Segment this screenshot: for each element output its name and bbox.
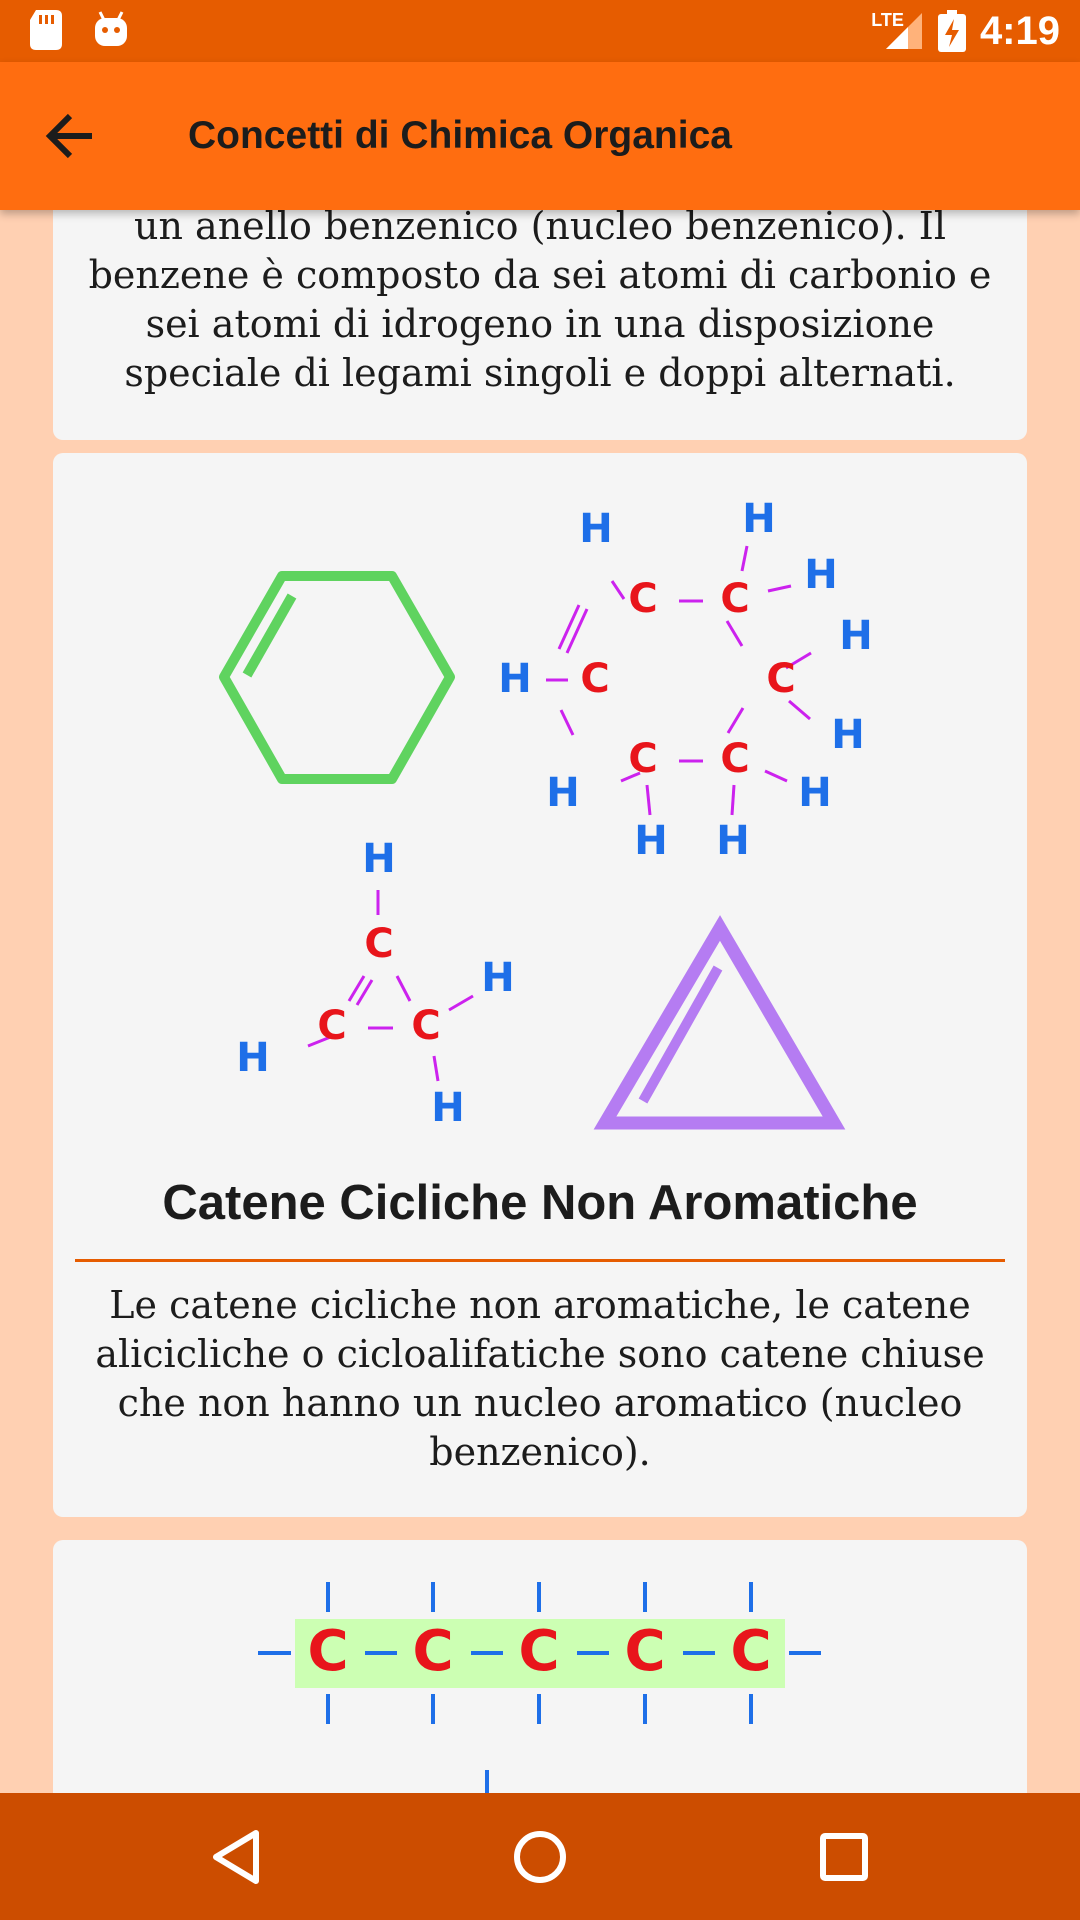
carbon-atom-label: C [730,1619,772,1685]
cyclopropene-bonds [308,890,473,1081]
home-circle-icon [495,1815,585,1899]
carbon-atom-label: C [411,1003,441,1049]
cyclohexene-hexagon-icon [224,576,450,779]
non-aromatic-card [53,453,1027,1517]
hydrogen-atom-label: H [579,506,613,552]
carbon-atom-label: C [307,1619,349,1685]
back-button[interactable] [40,106,108,166]
hydrogen-atom-label: H [742,496,776,542]
hydrogen-atom-label: H [431,1085,465,1131]
carbon-atom-label: C [766,656,796,702]
section-description: Le catene cicliche non aromatiche, le catene alicicliche o cicloalifatiche sono catene chiuse che non hanno un nucleo aromatico (nucleo benzenico). [95,1283,985,1474]
hydrogen-atom-label: H [798,770,832,816]
hydrogen-atom-label: H [236,1035,270,1081]
title-divider [75,1259,1005,1262]
app-bar [0,62,1080,210]
hydrogen-atom-label: H [804,552,838,598]
carbon-chain-illustration [53,1540,1027,1793]
network-type-label: LTE [871,9,904,30]
carbon-atom-label: C [364,921,394,967]
status-bar [0,0,1080,62]
carbon-atom-label: C [720,736,750,782]
sd-card-icon [30,10,64,50]
app-title: Concetti di Chimica Organica [188,114,732,157]
android-icon [94,10,128,50]
section-title: Catene Cicliche Non Aromatiche [162,1176,918,1230]
back-triangle-icon [192,1815,282,1899]
cyclic-molecules-illustration [53,453,1027,1173]
intro-text: un anello benzenico (nucleo benzenico). Il benzene è composto da sei atomi di carbonio e sei atomi di idrogeno in una disposizione speciale di legami singoli e doppi alternati. [88,210,992,395]
status-time: 4:19 [979,8,1060,53]
hydrogen-atom-label: H [634,818,668,864]
nav-home-button[interactable] [495,1815,585,1899]
carbon-atom-label: C [628,576,658,622]
hydrogen-atom-label: H [362,836,396,882]
hydrogen-atom-label: H [498,656,532,702]
hydrogen-atom-label: H [839,613,873,659]
carbon-atom-label: C [317,1003,347,1049]
carbon-atom-label: C [628,736,658,782]
battery-charging-icon [938,10,966,52]
intro-card [53,210,1027,440]
nav-recents-button[interactable] [799,1815,889,1899]
arrow-back-icon [40,106,100,166]
carbon-atom-label: C [624,1619,666,1685]
hydrogen-atom-label: H [546,770,580,816]
carbon-atom-label: C [412,1619,454,1685]
nav-back-button[interactable] [192,1815,282,1899]
carbon-chain-card [53,1540,1027,1793]
navigation-bar [0,1793,1080,1920]
carbon-atom-label: C [518,1619,560,1685]
hydrogen-atom-label: H [831,712,865,758]
carbon-atom-label: C [580,656,610,702]
cyclopropene-triangle-icon [605,928,834,1123]
hydrogen-atom-label: H [481,955,515,1001]
hydrogen-atom-label: H [716,818,750,864]
recents-square-icon [799,1815,889,1899]
content-scroll[interactable] [0,210,1080,1793]
carbon-atom-label: C [720,576,750,622]
